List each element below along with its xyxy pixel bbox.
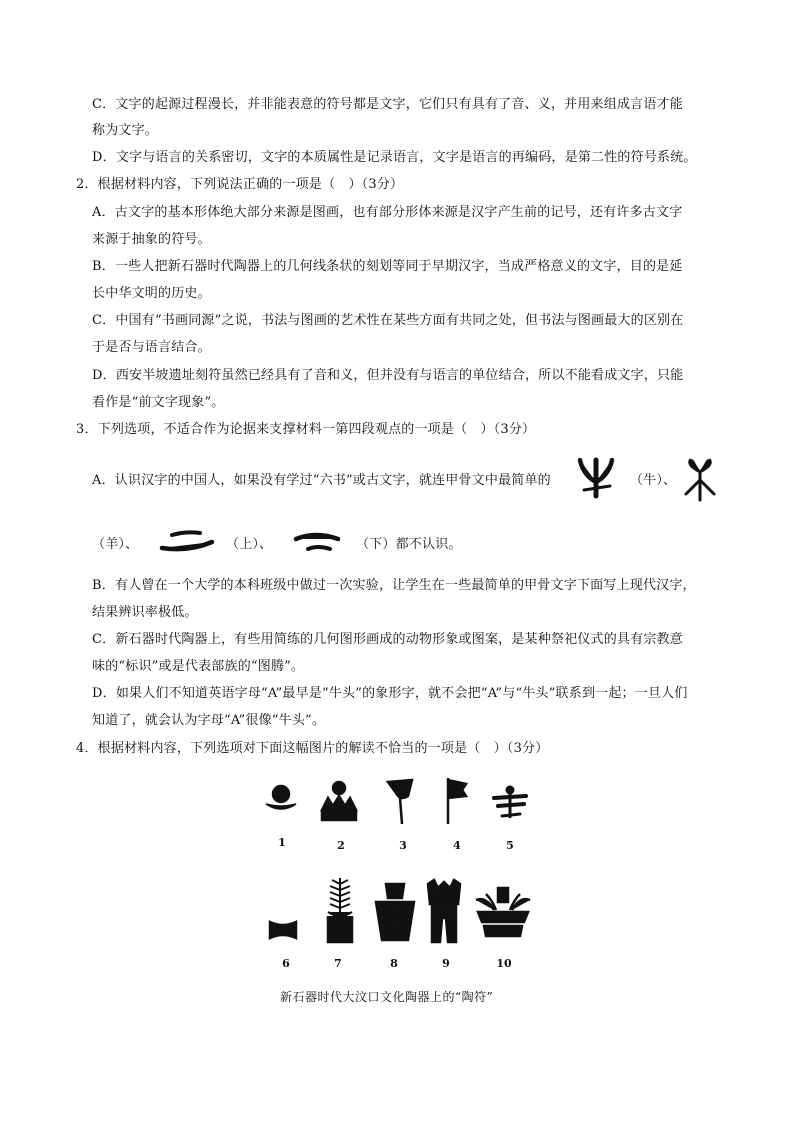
pottery-symbol-6	[266, 918, 300, 942]
q2-option-a-line-2: 来源于抽象的符号。	[92, 232, 211, 247]
q2-option-d-line-2: 看作是“前文字现象”。	[92, 395, 225, 410]
symbol-label-7: 7	[334, 957, 342, 970]
q3-option-b-line-2: 结果辨识率极低。	[92, 605, 198, 620]
oracle-sheep-glyph	[680, 458, 720, 502]
q3-option-d-line-1: D．如果人们不知道英语字母“A”最早是“牛头”的象形字，就不会把“A”与“牛头”联系到一起；一旦人们	[92, 686, 688, 701]
q3-xia-label: （下）都不认识。	[356, 537, 462, 552]
pottery-symbol-8	[372, 880, 418, 944]
q2-option-c-line-2: 于是否与语言结合。	[92, 340, 211, 355]
question-2-stem: 2．根据材料内容，下列说法正确的一项是（ ）（3分）	[76, 177, 404, 192]
oracle-shang-glyph	[160, 528, 216, 554]
q2-option-d-line-1: D．西安半坡遗址刻符虽然已经具有了音和义，但并没有与语言的单位结合，所以不能看成文字，只能	[92, 368, 684, 383]
pottery-symbol-3	[384, 778, 416, 826]
pottery-symbol-4	[440, 776, 470, 826]
symbol-label-5: 5	[506, 839, 514, 852]
q2-option-b-line-1: B．一些人把新石器时代陶器上的几何线条状的刻划等同于早期汉字，当成严格意义的文字，目的是延	[92, 259, 683, 274]
q3-option-a-line-1: A．认识汉字的中国人，如果没有学过“六书”或古文字，就连甲骨文中最简单的	[92, 473, 551, 488]
oracle-xia-glyph	[292, 530, 342, 556]
q3-option-b-line-1: B．有人曾在一个大学的本科班级中做过一次实验，让学生在一些最简单的甲骨文字下面写上现代汉字，	[92, 578, 696, 593]
option-c-line-2: 称为文字。	[92, 123, 159, 138]
q3-option-c-line-2: 味的“标识”或是代表部族的“图腾”。	[92, 659, 305, 674]
option-c-line-1: C．文字的起源过程漫长，并非能表意的符号都是文字，它们只有具有了音、义，并用来组成言语才能	[92, 97, 683, 112]
symbol-label-1: 1	[278, 836, 286, 849]
figure-caption: 新石器时代大汶口文化陶器上的“陶符”	[280, 990, 494, 1004]
symbol-label-4: 4	[453, 839, 461, 852]
q2-option-c-line-1: C．中国有“书画同源”之说，书法与图画的艺术性在某些方面有共同之处，但书法与图画最大的区别在	[92, 313, 684, 328]
pottery-symbol-7	[322, 876, 358, 944]
symbol-label-6: 6	[282, 957, 290, 970]
question-3-stem: 3．下列选项，不适合作为论据来支撑材料一第四段观点的一项是（ ）（3分）	[76, 422, 536, 437]
symbol-label-3: 3	[399, 839, 407, 852]
oracle-ox-glyph	[576, 456, 616, 500]
symbol-label-8: 8	[390, 957, 398, 970]
symbol-label-10: 10	[496, 957, 512, 970]
option-d-line-1: D．文字与语言的关系密切，文字的本质属性是记录语言，文字是语言的再编码，是第二性的符号系统。	[92, 150, 697, 165]
q3-option-d-line-2: 知道了，就会认为字母“A”很像“牛头”。	[92, 713, 326, 728]
pottery-symbol-9	[424, 878, 464, 944]
pottery-symbol-10	[472, 886, 534, 940]
q3-shang-label: （上）、	[226, 537, 273, 552]
question-4-stem: 4．根据材料内容，下列选项对下面这幅图片的解读不恰当的一项是（ ）（3分）	[76, 741, 549, 756]
pottery-symbol-1	[264, 784, 298, 814]
q2-option-b-line-2: 长中华文明的历史。	[92, 286, 211, 301]
pottery-symbol-2	[318, 780, 360, 824]
symbol-label-9: 9	[442, 957, 450, 970]
q3-ox-label: （牛）、	[630, 473, 677, 488]
q3-sheep-label: （羊）、	[92, 537, 139, 552]
q3-option-c-line-1: C．新石器时代陶器上，有些用简练的几何图形画成的动物形象或图案，是某种祭祀仪式的具有宗教意	[92, 632, 683, 647]
symbol-label-2: 2	[337, 839, 345, 852]
q2-option-a-line-1: A．古文字的基本形体绝大部分来源是图画，也有部分形体来源是汉字产生前的记号，还有许多古文字	[92, 205, 683, 220]
pottery-symbol-5	[490, 784, 530, 822]
